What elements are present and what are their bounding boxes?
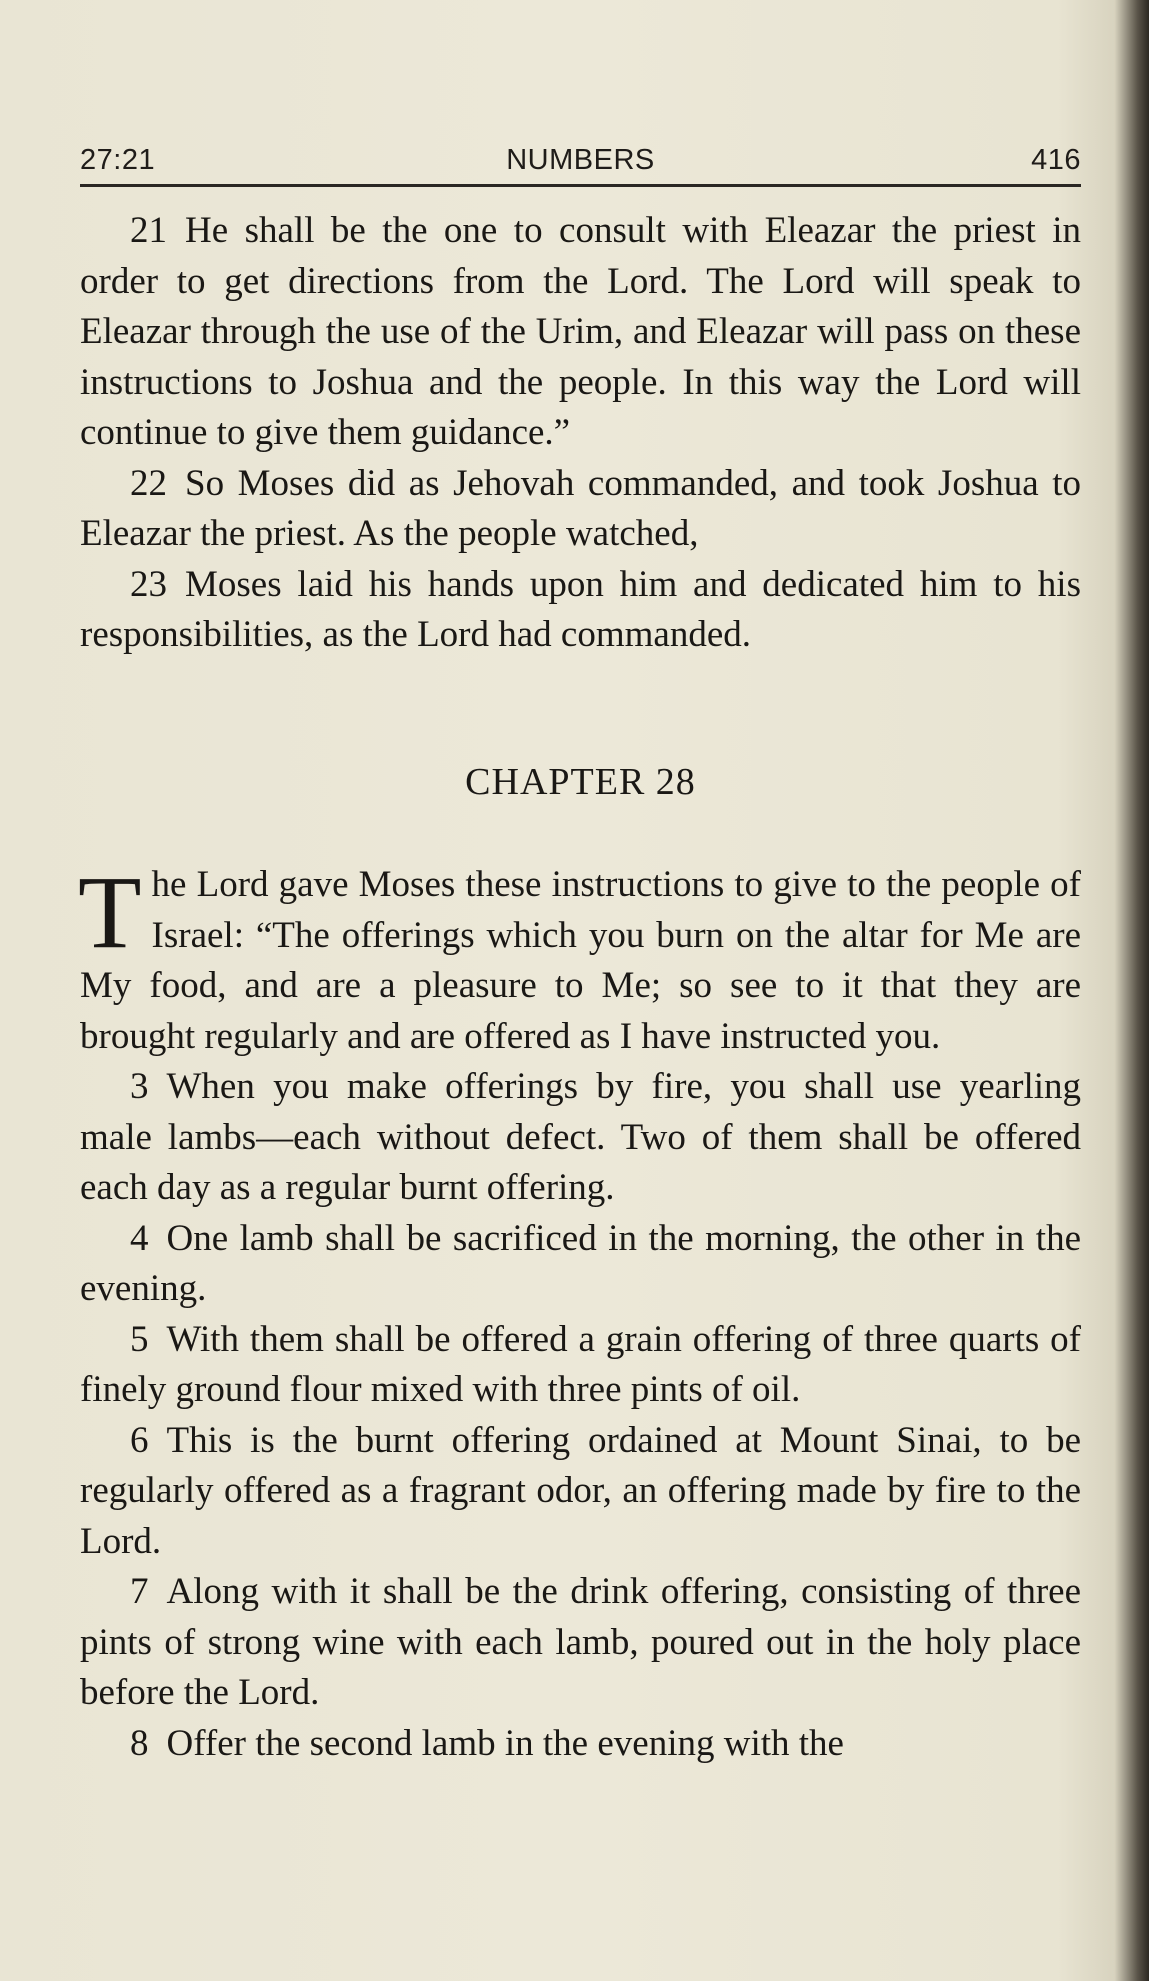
verse-number: 6	[130, 1419, 149, 1461]
chapter-heading: CHAPTER 28	[465, 761, 696, 803]
verse-number: 23	[130, 563, 167, 605]
verse-number: 4	[130, 1217, 149, 1259]
chapter-verse-reference: 27:21	[80, 144, 156, 176]
verse-number: 3	[130, 1066, 149, 1107]
verse-text: He shall be the one to consult with Eleazar the priest in order to get directions from the Lord. The Lord will speak to Eleazar through the use of the Urim, and Eleazar will pass on these instructions to Joshua and the people. In this way the Lord will continue to give them guidance.”	[80, 210, 1081, 453]
page-number: 416	[1031, 144, 1081, 176]
verse-text: Along with it shall be the drink offering, consisting of three pints of strong wine with each lamb, poured out in the holy place before the Lord.	[80, 1571, 1081, 1713]
verse-text: When you make offerings by fire, you shall use yearling male lambs—each without defect. Two of them shall be offered each day as a regular burnt offering.	[80, 1066, 1081, 1208]
verse	[80, 206, 1081, 459]
verse	[80, 1567, 1081, 1719]
verse-text: One lamb shall be sacrificed in the morning, the other in the evening.	[80, 1217, 1081, 1309]
verse	[80, 1214, 1081, 1315]
verses-block-bottom	[78, 855, 1081, 1769]
verse	[80, 1315, 1081, 1416]
verse-text: With them shall be offered a grain offering of three quarts of finely ground flour mixed with three pints of oil.	[80, 1318, 1081, 1410]
verse-number: 22	[130, 462, 167, 504]
verses-block-top	[80, 206, 1081, 661]
drop-cap: T	[78, 855, 142, 970]
intro-text: he Lord gave Moses these instructions to give to the people of Israel: “The offerings which you burn on the altar for Me are My food, and are a pleasure to Me; so see to it that they are brought regularly and are offered as I have instructed you.	[80, 864, 1081, 1057]
verse	[80, 1719, 1081, 1770]
verse-text: This is the burnt offering ordained at Mount Sinai, to be regularly offered as a fragrant odor, an offering made by fire to the Lord.	[80, 1419, 1081, 1562]
verse-number: 7	[130, 1571, 149, 1612]
book-title: NUMBERS	[506, 144, 655, 176]
chapter-intro-paragraph	[78, 855, 1081, 1062]
verse-number: 8	[130, 1722, 149, 1764]
verse-number: 21	[130, 210, 167, 251]
verse	[80, 1062, 1081, 1214]
verse-text: So Moses did as Jehovah commanded, and took Joshua to Eleazar the priest. As the people watched,	[80, 462, 1081, 554]
running-header	[80, 140, 1081, 187]
verse	[80, 1416, 1081, 1568]
verse-text: Offer the second lamb in the evening with the	[166, 1722, 844, 1764]
verse-number: 5	[130, 1318, 149, 1360]
verse	[80, 459, 1081, 560]
verse-text: Moses laid his hands upon him and dedicated him to his responsibilities, as the Lord had commanded.	[80, 563, 1081, 655]
verse	[80, 560, 1081, 661]
